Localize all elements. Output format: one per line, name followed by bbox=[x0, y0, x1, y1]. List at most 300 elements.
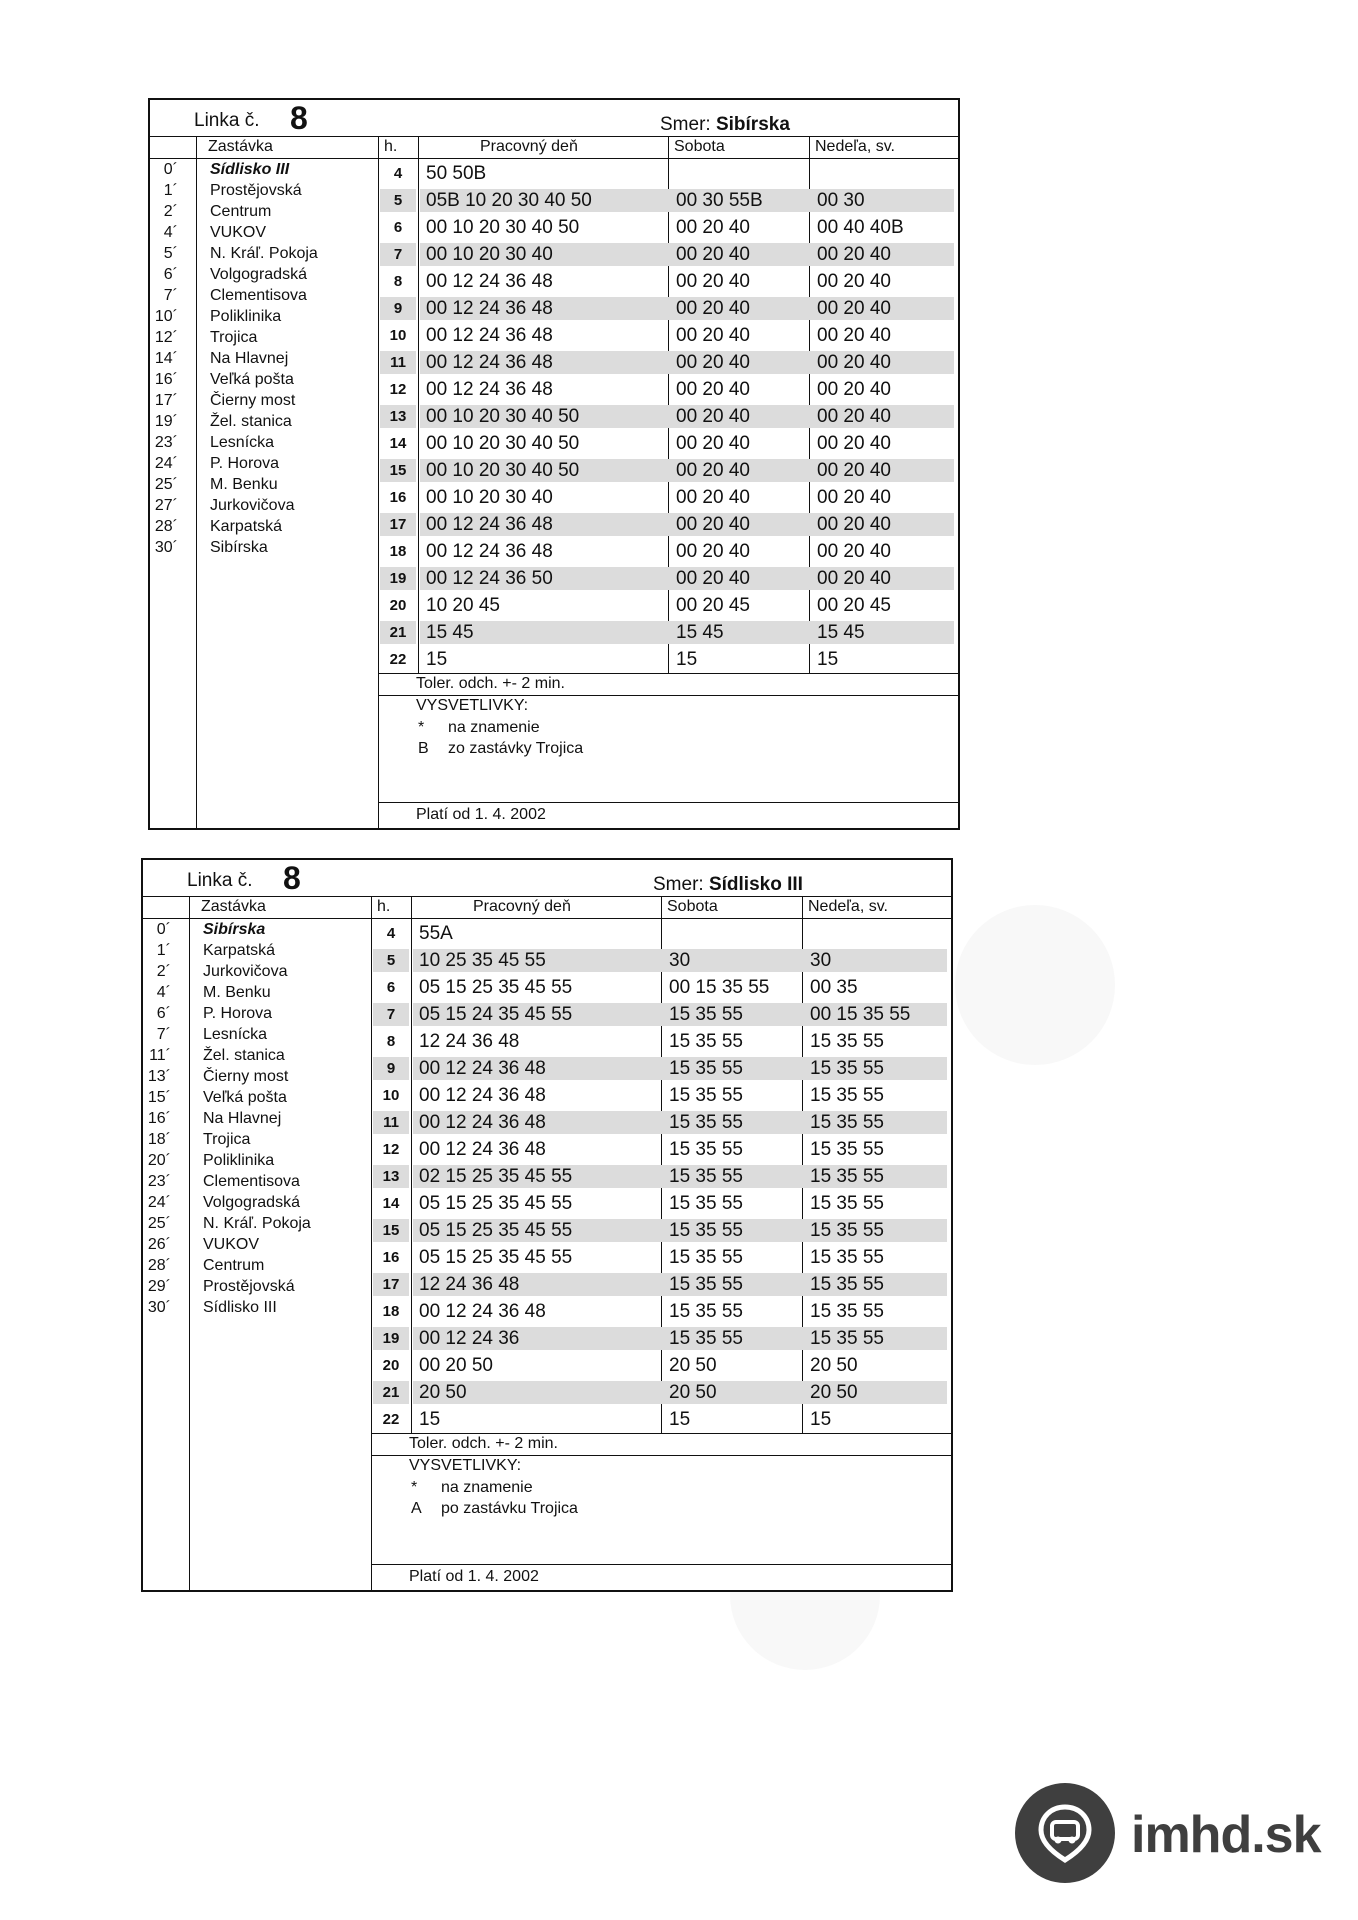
weekday-minutes: 00 10 20 30 40 50 bbox=[426, 217, 580, 238]
weekday-minutes: 00 10 20 30 40 50 bbox=[426, 460, 580, 481]
stop-name: Na Hlavnej bbox=[210, 350, 289, 367]
weekday-minutes: 00 12 24 36 48 bbox=[419, 1112, 546, 1133]
stop-name: Čierny most bbox=[210, 392, 296, 409]
stop-name: M. Benku bbox=[210, 476, 278, 493]
stop-minutes: 2´ bbox=[163, 203, 178, 220]
stop-minutes: 17´ bbox=[154, 392, 178, 409]
departure-row bbox=[150, 187, 958, 214]
line-label: Linka č. bbox=[187, 870, 253, 891]
saturday-minutes: 00 20 40 bbox=[676, 460, 750, 481]
stop-name: M. Benku bbox=[203, 984, 271, 1001]
departure-row bbox=[143, 1298, 951, 1325]
stop-minutes: 20´ bbox=[147, 1152, 171, 1169]
stop-minutes: 0´ bbox=[156, 921, 171, 938]
stop-name: P. Horova bbox=[203, 1005, 273, 1022]
hour-cell: 21 bbox=[389, 624, 407, 641]
departure-row bbox=[143, 947, 951, 974]
departure-row bbox=[150, 565, 958, 592]
sunday-minutes: 00 20 40 bbox=[817, 352, 891, 373]
col-header-hour: h. bbox=[377, 898, 391, 915]
hour-cell: 4 bbox=[393, 165, 403, 182]
direction-value: Sibírska bbox=[715, 114, 790, 135]
weekday-minutes: 05B 10 20 30 40 50 bbox=[426, 190, 592, 211]
weekday-minutes: 00 12 24 36 48 bbox=[419, 1058, 546, 1079]
timetable-to-sidlisko-iii bbox=[141, 858, 953, 1592]
legend-text: na znamenie bbox=[448, 719, 540, 736]
saturday-minutes: 00 20 40 bbox=[676, 406, 750, 427]
weekday-minutes: 05 15 24 35 45 55 bbox=[419, 1004, 573, 1025]
departure-row bbox=[150, 268, 958, 295]
stop-name: N. Kráľ. Pokoja bbox=[203, 1215, 311, 1232]
saturday-minutes: 00 20 40 bbox=[676, 271, 750, 292]
hour-cell: 17 bbox=[382, 1276, 400, 1293]
col-header-saturday: Sobota bbox=[674, 138, 725, 155]
sunday-minutes: 15 bbox=[817, 649, 839, 670]
divider bbox=[371, 1455, 951, 1456]
divider bbox=[378, 673, 958, 674]
col-header-sunday: Nedeľa, sv. bbox=[815, 138, 895, 155]
legend-title: VYSVETLIVKY: bbox=[409, 1457, 522, 1474]
stop-name: P. Horova bbox=[210, 455, 280, 472]
saturday-minutes: 00 20 40 bbox=[676, 487, 750, 508]
stop-name: Volgogradská bbox=[203, 1194, 300, 1211]
saturday-minutes: 00 15 35 55 bbox=[669, 977, 770, 998]
stop-minutes: 23´ bbox=[154, 434, 178, 451]
saturday-minutes: 00 30 55B bbox=[676, 190, 763, 211]
weekday-minutes: 00 12 24 36 48 bbox=[426, 514, 553, 535]
weekday-minutes: 00 12 24 36 48 bbox=[426, 325, 553, 346]
col-header-weekday: Pracovný deň bbox=[480, 138, 578, 155]
saturday-minutes: 15 35 55 bbox=[669, 1058, 743, 1079]
hour-cell: 6 bbox=[393, 219, 403, 236]
saturday-minutes: 15 35 55 bbox=[669, 1193, 743, 1214]
stop-name: VUKOV bbox=[203, 1236, 260, 1253]
hour-cell: 18 bbox=[382, 1303, 400, 1320]
stop-name: Žel. stanica bbox=[203, 1047, 285, 1064]
stop-minutes: 18´ bbox=[147, 1131, 171, 1148]
departure-row bbox=[143, 1001, 951, 1028]
timetable-grid bbox=[150, 136, 958, 828]
stop-minutes: 25´ bbox=[147, 1215, 171, 1232]
hour-cell: 12 bbox=[389, 381, 407, 398]
stop-minutes: 15´ bbox=[147, 1089, 171, 1106]
sunday-minutes: 00 20 40 bbox=[817, 271, 891, 292]
sunday-minutes: 00 20 40 bbox=[817, 460, 891, 481]
saturday-minutes: 15 35 55 bbox=[669, 1112, 743, 1133]
stop-name: Veľká pošta bbox=[203, 1089, 287, 1106]
weekday-minutes: 05 15 25 35 45 55 bbox=[419, 1247, 573, 1268]
saturday-minutes: 15 35 55 bbox=[669, 1301, 743, 1322]
stop-name: Trojica bbox=[210, 329, 258, 346]
stop-name: Sibírska bbox=[210, 539, 268, 556]
valid-from: Platí od 1. 4. 2002 bbox=[409, 1568, 539, 1585]
divider bbox=[378, 158, 958, 159]
saturday-minutes: 00 20 40 bbox=[676, 514, 750, 535]
departure-row bbox=[150, 376, 958, 403]
departure-row bbox=[143, 1028, 951, 1055]
saturday-minutes: 15 35 55 bbox=[669, 1247, 743, 1268]
weekday-minutes: 00 20 50 bbox=[419, 1355, 493, 1376]
col-header-stop: Zastávka bbox=[201, 898, 266, 915]
saturday-minutes: 00 20 40 bbox=[676, 433, 750, 454]
stop-minutes: 24´ bbox=[147, 1194, 171, 1211]
tolerance-note: Toler. odch. +- 2 min. bbox=[409, 1435, 558, 1452]
stop-name: Lesnícka bbox=[210, 434, 275, 451]
weekday-minutes: 00 12 24 36 48 bbox=[426, 352, 553, 373]
hour-cell: 11 bbox=[390, 354, 406, 371]
saturday-minutes: 15 35 55 bbox=[669, 1085, 743, 1106]
sunday-minutes: 15 35 55 bbox=[810, 1301, 884, 1322]
sunday-minutes: 15 45 bbox=[817, 622, 865, 643]
tolerance-note: Toler. odch. +- 2 min. bbox=[416, 675, 565, 692]
weekday-minutes: 05 15 25 35 45 55 bbox=[419, 1220, 573, 1241]
saturday-minutes: 15 45 bbox=[676, 622, 724, 643]
stop-name: Centrum bbox=[203, 1257, 265, 1274]
hour-cell: 16 bbox=[389, 489, 407, 506]
weekday-minutes: 00 12 24 36 48 bbox=[419, 1301, 546, 1322]
departure-row bbox=[150, 322, 958, 349]
departure-row bbox=[150, 646, 958, 673]
saturday-minutes: 00 20 40 bbox=[676, 325, 750, 346]
hour-cell: 8 bbox=[386, 1033, 396, 1050]
divider bbox=[371, 918, 951, 919]
weekday-minutes: 12 24 36 48 bbox=[419, 1031, 520, 1052]
hour-cell: 14 bbox=[389, 435, 407, 452]
divider bbox=[378, 802, 958, 803]
departure-row bbox=[143, 974, 951, 1001]
hour-cell: 15 bbox=[382, 1222, 400, 1239]
saturday-minutes: 00 20 40 bbox=[676, 298, 750, 319]
hour-cell: 6 bbox=[386, 979, 396, 996]
stop-minutes: 30´ bbox=[147, 1299, 171, 1316]
departure-row bbox=[143, 1271, 951, 1298]
sunday-minutes: 15 35 55 bbox=[810, 1328, 884, 1349]
saturday-minutes: 15 35 55 bbox=[669, 1139, 743, 1160]
stop-minutes: 27´ bbox=[154, 497, 178, 514]
weekday-minutes: 15 bbox=[426, 649, 448, 670]
direction-label: Smer: bbox=[660, 114, 711, 135]
departure-row bbox=[150, 241, 958, 268]
timetable-header bbox=[143, 860, 951, 897]
stop-name: Poliklinika bbox=[203, 1152, 275, 1169]
weekday-minutes: 50 50B bbox=[426, 163, 487, 184]
sunday-minutes: 00 20 40 bbox=[817, 433, 891, 454]
line-label: Linka č. bbox=[194, 110, 260, 131]
weekday-minutes: 15 bbox=[419, 1409, 441, 1430]
weekday-minutes: 10 20 45 bbox=[426, 595, 500, 616]
hour-cell: 18 bbox=[389, 543, 407, 560]
col-header-saturday: Sobota bbox=[667, 898, 718, 915]
stop-minutes: 1´ bbox=[163, 182, 178, 199]
departure-row bbox=[150, 592, 958, 619]
weekday-minutes: 05 15 25 35 45 55 bbox=[419, 1193, 573, 1214]
stop-minutes: 7´ bbox=[156, 1026, 171, 1043]
divider bbox=[371, 1564, 951, 1565]
saturday-minutes: 00 20 45 bbox=[676, 595, 750, 616]
stop-name: Clementisova bbox=[203, 1173, 300, 1190]
sunday-minutes: 00 20 40 bbox=[817, 406, 891, 427]
weekday-minutes: 12 24 36 48 bbox=[419, 1274, 520, 1295]
sunday-minutes: 00 20 40 bbox=[817, 541, 891, 562]
direction-value: Sídlisko III bbox=[708, 874, 803, 895]
departure-row bbox=[143, 1352, 951, 1379]
stop-name: Sibírska bbox=[203, 921, 266, 938]
stop-minutes: 10´ bbox=[154, 308, 178, 325]
hour-cell: 16 bbox=[382, 1249, 400, 1266]
departure-row bbox=[143, 1163, 951, 1190]
legend-title: VYSVETLIVKY: bbox=[416, 697, 529, 714]
weekday-minutes: 00 12 24 36 48 bbox=[419, 1139, 546, 1160]
hour-cell: 20 bbox=[389, 597, 407, 614]
saturday-minutes: 20 50 bbox=[669, 1382, 717, 1403]
stop-minutes: 6´ bbox=[156, 1005, 171, 1022]
sunday-minutes: 15 35 55 bbox=[810, 1139, 884, 1160]
stop-name: Jurkovičova bbox=[210, 497, 295, 514]
direction bbox=[653, 874, 803, 896]
sunday-minutes: 00 20 40 bbox=[817, 244, 891, 265]
hour-cell: 19 bbox=[389, 570, 407, 587]
hour-cell: 10 bbox=[382, 1087, 400, 1104]
hour-cell: 21 bbox=[382, 1384, 400, 1401]
weekday-minutes: 00 12 24 36 48 bbox=[426, 298, 553, 319]
departure-row bbox=[143, 1217, 951, 1244]
weekday-minutes: 15 45 bbox=[426, 622, 474, 643]
stop-minutes: 16´ bbox=[147, 1110, 171, 1127]
saturday-minutes: 00 20 40 bbox=[676, 352, 750, 373]
departure-row bbox=[143, 1055, 951, 1082]
sunday-minutes: 20 50 bbox=[810, 1355, 858, 1376]
departure-row bbox=[143, 1190, 951, 1217]
stop-name: Lesnícka bbox=[203, 1026, 268, 1043]
departure-row bbox=[150, 430, 958, 457]
stop-name: Na Hlavnej bbox=[203, 1110, 282, 1127]
sunday-minutes: 00 20 40 bbox=[817, 298, 891, 319]
departure-row bbox=[143, 1325, 951, 1352]
stop-name: Jurkovičova bbox=[203, 963, 288, 980]
sunday-minutes: 00 20 45 bbox=[817, 595, 891, 616]
col-header-hour: h. bbox=[384, 138, 398, 155]
stop-minutes: 28´ bbox=[154, 518, 178, 535]
stop-minutes: 7´ bbox=[163, 287, 178, 304]
stop-name: Prostějovská bbox=[210, 182, 302, 199]
stop-name: Karpatská bbox=[210, 518, 283, 535]
timetable-header bbox=[150, 100, 958, 137]
departure-row bbox=[150, 160, 958, 187]
hour-cell: 9 bbox=[386, 1060, 396, 1077]
direction bbox=[660, 114, 790, 136]
sunday-minutes: 15 35 55 bbox=[810, 1166, 884, 1187]
hour-cell: 22 bbox=[382, 1411, 400, 1428]
stop-minutes: 1´ bbox=[156, 942, 171, 959]
saturday-minutes: 15 bbox=[676, 649, 698, 670]
sunday-minutes: 00 20 40 bbox=[817, 487, 891, 508]
weekday-minutes: 00 12 24 36 50 bbox=[426, 568, 553, 589]
departure-row bbox=[150, 457, 958, 484]
hour-cell: 12 bbox=[382, 1141, 400, 1158]
bus-pin-icon bbox=[1015, 1783, 1115, 1883]
saturday-minutes: 00 20 40 bbox=[676, 217, 750, 238]
timetable-grid bbox=[143, 896, 951, 1590]
stop-name: Žel. stanica bbox=[210, 413, 292, 430]
saturday-minutes: 00 20 40 bbox=[676, 568, 750, 589]
sunday-minutes: 15 35 55 bbox=[810, 1274, 884, 1295]
legend-text: na znamenie bbox=[441, 1479, 533, 1496]
hour-cell: 7 bbox=[386, 1006, 396, 1023]
legend-text: zo zastávky Trojica bbox=[448, 740, 584, 757]
weekday-minutes: 00 10 20 30 40 bbox=[426, 487, 553, 508]
sunday-minutes: 15 35 55 bbox=[810, 1112, 884, 1133]
hour-cell: 20 bbox=[382, 1357, 400, 1374]
stop-minutes: 6´ bbox=[163, 266, 178, 283]
sunday-minutes: 00 15 35 55 bbox=[810, 1004, 911, 1025]
stop-name: Trojica bbox=[203, 1131, 251, 1148]
stop-minutes: 30´ bbox=[154, 539, 178, 556]
departure-row bbox=[143, 1406, 951, 1433]
stop-name: Veľká pošta bbox=[210, 371, 294, 388]
col-header-stop: Zastávka bbox=[208, 138, 273, 155]
weekday-minutes: 10 25 35 45 55 bbox=[419, 950, 546, 971]
saturday-minutes: 15 35 55 bbox=[669, 1274, 743, 1295]
departure-row bbox=[143, 1244, 951, 1271]
hour-cell: 19 bbox=[382, 1330, 400, 1347]
stop-minutes: 11´ bbox=[149, 1047, 171, 1064]
sunday-minutes: 00 20 40 bbox=[817, 568, 891, 589]
hour-cell: 7 bbox=[393, 246, 403, 263]
sunday-minutes: 15 35 55 bbox=[810, 1085, 884, 1106]
departure-row bbox=[150, 295, 958, 322]
stop-minutes: 29´ bbox=[147, 1278, 171, 1295]
weekday-minutes: 00 12 24 36 bbox=[419, 1328, 520, 1349]
legend-key: B bbox=[418, 740, 429, 757]
saturday-minutes: 00 20 40 bbox=[676, 244, 750, 265]
col-header-sunday: Nedeľa, sv. bbox=[808, 898, 888, 915]
saturday-minutes: 00 20 40 bbox=[676, 379, 750, 400]
divider bbox=[378, 695, 958, 696]
stop-name: N. Kráľ. Pokoja bbox=[210, 245, 318, 262]
departure-row bbox=[143, 1109, 951, 1136]
saturday-minutes: 00 20 40 bbox=[676, 541, 750, 562]
stop-minutes: 24´ bbox=[154, 455, 178, 472]
watermark-logo bbox=[955, 905, 1115, 1065]
hour-cell: 17 bbox=[389, 516, 407, 533]
sunday-minutes: 15 35 55 bbox=[810, 1058, 884, 1079]
departure-row bbox=[150, 484, 958, 511]
legend-key: A bbox=[411, 1500, 422, 1517]
sunday-minutes: 00 35 bbox=[810, 977, 858, 998]
hour-cell: 22 bbox=[389, 651, 407, 668]
saturday-minutes: 30 bbox=[669, 950, 691, 971]
line-number: 8 bbox=[283, 860, 301, 896]
saturday-minutes: 15 35 55 bbox=[669, 1328, 743, 1349]
stop-name: VUKOV bbox=[210, 224, 267, 241]
stop-name: Clementisova bbox=[210, 287, 307, 304]
sunday-minutes: 15 35 55 bbox=[810, 1247, 884, 1268]
departure-row bbox=[143, 920, 951, 947]
sunday-minutes: 15 35 55 bbox=[810, 1031, 884, 1052]
departure-row bbox=[150, 214, 958, 241]
direction-label: Smer: bbox=[653, 874, 704, 895]
divider bbox=[371, 1433, 951, 1434]
departure-row bbox=[143, 1136, 951, 1163]
departure-row bbox=[150, 349, 958, 376]
hour-cell: 4 bbox=[386, 925, 396, 942]
sunday-minutes: 20 50 bbox=[810, 1382, 858, 1403]
weekday-minutes: 20 50 bbox=[419, 1382, 467, 1403]
stop-name: Karpatská bbox=[203, 942, 276, 959]
saturday-minutes: 15 35 55 bbox=[669, 1166, 743, 1187]
legend-key: * bbox=[411, 1479, 418, 1496]
legend-text: po zastávku Trojica bbox=[441, 1500, 578, 1517]
line-number: 8 bbox=[290, 100, 308, 136]
col-header-weekday: Pracovný deň bbox=[473, 898, 571, 915]
stop-minutes: 4´ bbox=[163, 224, 178, 241]
weekday-minutes: 00 10 20 30 40 50 bbox=[426, 433, 580, 454]
stop-minutes: 25´ bbox=[154, 476, 178, 493]
weekday-minutes: 00 10 20 30 40 50 bbox=[426, 406, 580, 427]
sunday-minutes: 00 20 40 bbox=[817, 325, 891, 346]
hour-cell: 10 bbox=[389, 327, 407, 344]
stop-minutes: 2´ bbox=[156, 963, 171, 980]
sunday-minutes: 30 bbox=[810, 950, 832, 971]
sunday-minutes: 00 20 40 bbox=[817, 379, 891, 400]
stop-minutes: 19´ bbox=[154, 413, 178, 430]
weekday-minutes: 02 15 25 35 45 55 bbox=[419, 1166, 573, 1187]
stop-name: Čierny most bbox=[203, 1068, 289, 1085]
hour-cell: 5 bbox=[386, 952, 396, 969]
hour-cell: 9 bbox=[393, 300, 403, 317]
sunday-minutes: 00 40 40B bbox=[817, 217, 904, 238]
departure-row bbox=[150, 511, 958, 538]
sunday-minutes: 00 20 40 bbox=[817, 514, 891, 535]
stop-minutes: 14´ bbox=[154, 350, 178, 367]
hour-cell: 8 bbox=[393, 273, 403, 290]
hour-cell: 11 bbox=[383, 1114, 399, 1131]
stop-minutes: 5´ bbox=[163, 245, 178, 262]
weekday-minutes: 00 12 24 36 48 bbox=[426, 379, 553, 400]
stop-minutes: 26´ bbox=[147, 1236, 171, 1253]
hour-cell: 15 bbox=[389, 462, 407, 479]
weekday-minutes: 00 12 24 36 48 bbox=[426, 271, 553, 292]
stop-name: Volgogradská bbox=[210, 266, 307, 283]
timetable-to-sibirska bbox=[148, 98, 960, 830]
saturday-minutes: 15 bbox=[669, 1409, 691, 1430]
stop-minutes: 0´ bbox=[163, 161, 178, 178]
stop-minutes: 28´ bbox=[147, 1257, 171, 1274]
departure-row bbox=[150, 619, 958, 646]
stop-minutes: 16´ bbox=[154, 371, 178, 388]
departure-row bbox=[150, 538, 958, 565]
valid-from: Platí od 1. 4. 2002 bbox=[416, 806, 546, 823]
weekday-minutes: 00 12 24 36 48 bbox=[419, 1085, 546, 1106]
saturday-minutes: 15 35 55 bbox=[669, 1031, 743, 1052]
weekday-minutes: 00 10 20 30 40 bbox=[426, 244, 553, 265]
brand-text[interactable]: imhd.sk bbox=[1131, 1806, 1321, 1864]
saturday-minutes: 20 50 bbox=[669, 1355, 717, 1376]
stop-name: Centrum bbox=[210, 203, 272, 220]
sunday-minutes: 15 35 55 bbox=[810, 1193, 884, 1214]
weekday-minutes: 55A bbox=[419, 923, 453, 944]
stop-name: Sídlisko III bbox=[203, 1299, 277, 1316]
hour-cell: 13 bbox=[389, 408, 407, 425]
stop-name: Prostějovská bbox=[203, 1278, 295, 1295]
stop-minutes: 12´ bbox=[154, 329, 178, 346]
stop-name: Sídlisko III bbox=[210, 161, 290, 178]
imhd-logo bbox=[1015, 1783, 1325, 1883]
departure-row bbox=[143, 1082, 951, 1109]
saturday-minutes: 15 35 55 bbox=[669, 1004, 743, 1025]
hour-cell: 13 bbox=[382, 1168, 400, 1185]
stop-minutes: 23´ bbox=[147, 1173, 171, 1190]
